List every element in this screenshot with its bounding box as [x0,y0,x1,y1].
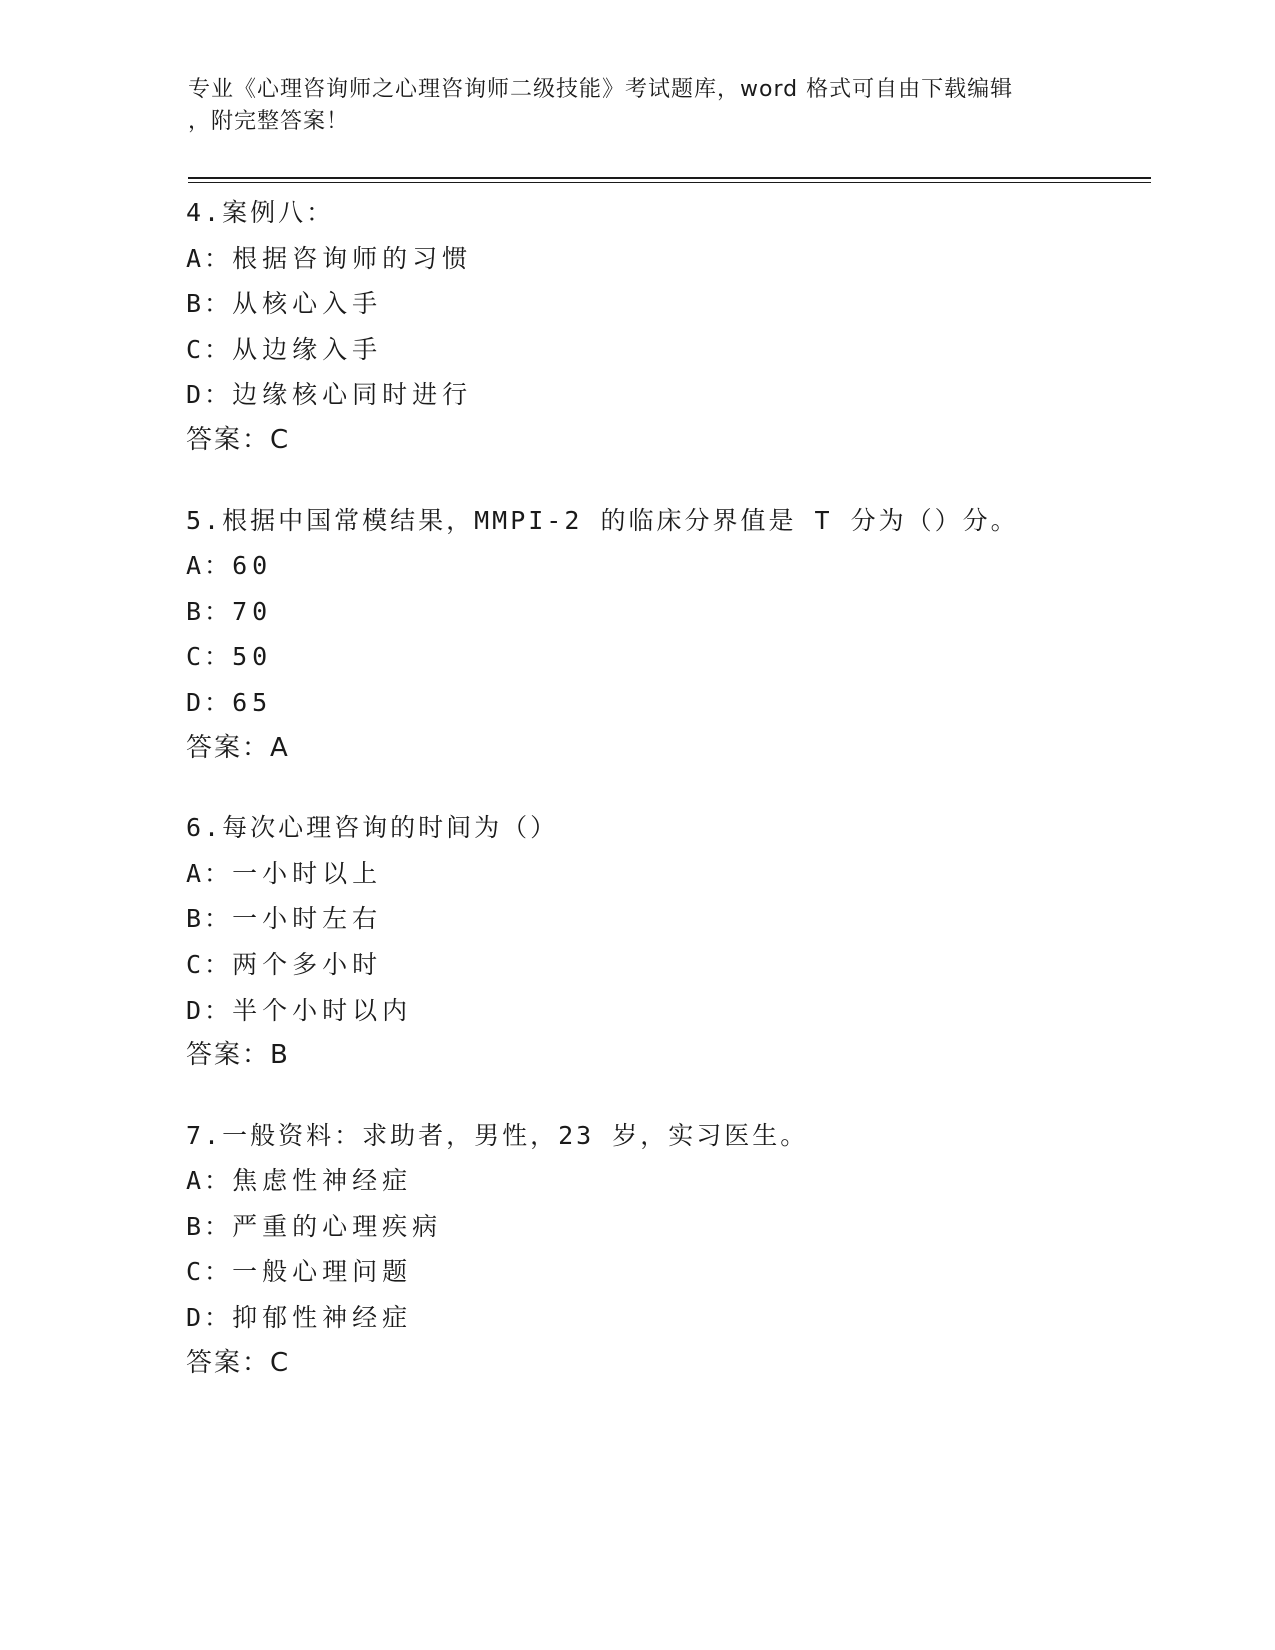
option-key: A： [186,243,233,273]
option-d [186,372,1146,418]
option-key: C： [186,949,233,979]
option-text: 一小时以上 [232,858,383,888]
question-stem: 4.案例八： [186,198,335,227]
option-text: 从边缘入手 [232,334,383,364]
option-c [186,327,1146,373]
option-key: A： [186,858,233,888]
option-key: A： [186,551,233,581]
header-divider-thick [188,177,1151,179]
header-line-2: ，附完整答案！ [188,109,350,134]
option-d [186,988,1146,1034]
option-text: 65 [232,687,273,717]
answer-line: 答案：C [186,424,291,455]
option-a [186,236,1146,282]
option-text: 从核心入手 [232,289,383,319]
question-item [186,1113,1146,1387]
option-key: D： [186,380,233,410]
option-text: 严重的心理疾病 [232,1211,443,1241]
header-divider-thin [188,182,1151,183]
question-list [186,190,1146,1420]
option-text: 60 [232,551,273,581]
question-stem: 5.根据中国常模结果，MMPI-2 的临床分界值是 T 分为（）分。 [186,505,1019,535]
option-key: B： [186,289,233,319]
document-header [188,74,1088,138]
answer-line: 答案：A [186,732,290,763]
option-a [186,851,1146,897]
option-c [186,634,1146,680]
option-text: 70 [232,596,273,626]
option-text: 50 [232,642,273,672]
option-b [186,896,1146,942]
question-item [186,190,1146,464]
answer-line: 答案：B [186,1040,290,1071]
option-key: C： [186,642,233,672]
option-key: D： [186,995,233,1025]
option-text: 一般心理问题 [232,1257,413,1287]
option-b [186,1204,1146,1250]
option-d [186,680,1146,726]
option-b [186,589,1146,635]
option-text: 一小时左右 [232,904,383,934]
option-text: 边缘核心同时进行 [232,380,473,410]
option-key: B： [186,904,233,934]
option-b [186,281,1146,327]
option-c [186,942,1146,988]
option-text: 两个多小时 [232,949,383,979]
option-key: A： [186,1166,233,1196]
option-key: C： [186,334,233,364]
answer-line: 答案：C [186,1347,291,1378]
option-text: 抑郁性神经症 [232,1303,413,1333]
header-line-1: 专业《心理咨询师之心理咨询师二级技能》考试题库，word 格式可自由下载编辑 [188,77,1014,102]
option-key: D： [186,687,233,717]
question-item [186,498,1146,772]
option-a [186,1158,1146,1204]
question-stem: 6.每次心理咨询的时间为（） [186,813,559,843]
option-key: D： [186,1303,233,1333]
option-key: B： [186,1211,233,1241]
question-stem: 7.一般资料：求助者，男性，23 岁，实习医生。 [186,1120,809,1150]
question-item [186,805,1146,1079]
option-a [186,543,1146,589]
option-key: C： [186,1257,233,1287]
option-text: 半个小时以内 [232,995,413,1025]
option-d [186,1295,1146,1341]
option-text: 根据咨询师的习惯 [232,243,473,273]
option-text: 焦虑性神经症 [232,1166,413,1196]
option-key: B： [186,596,233,626]
option-c [186,1249,1146,1295]
